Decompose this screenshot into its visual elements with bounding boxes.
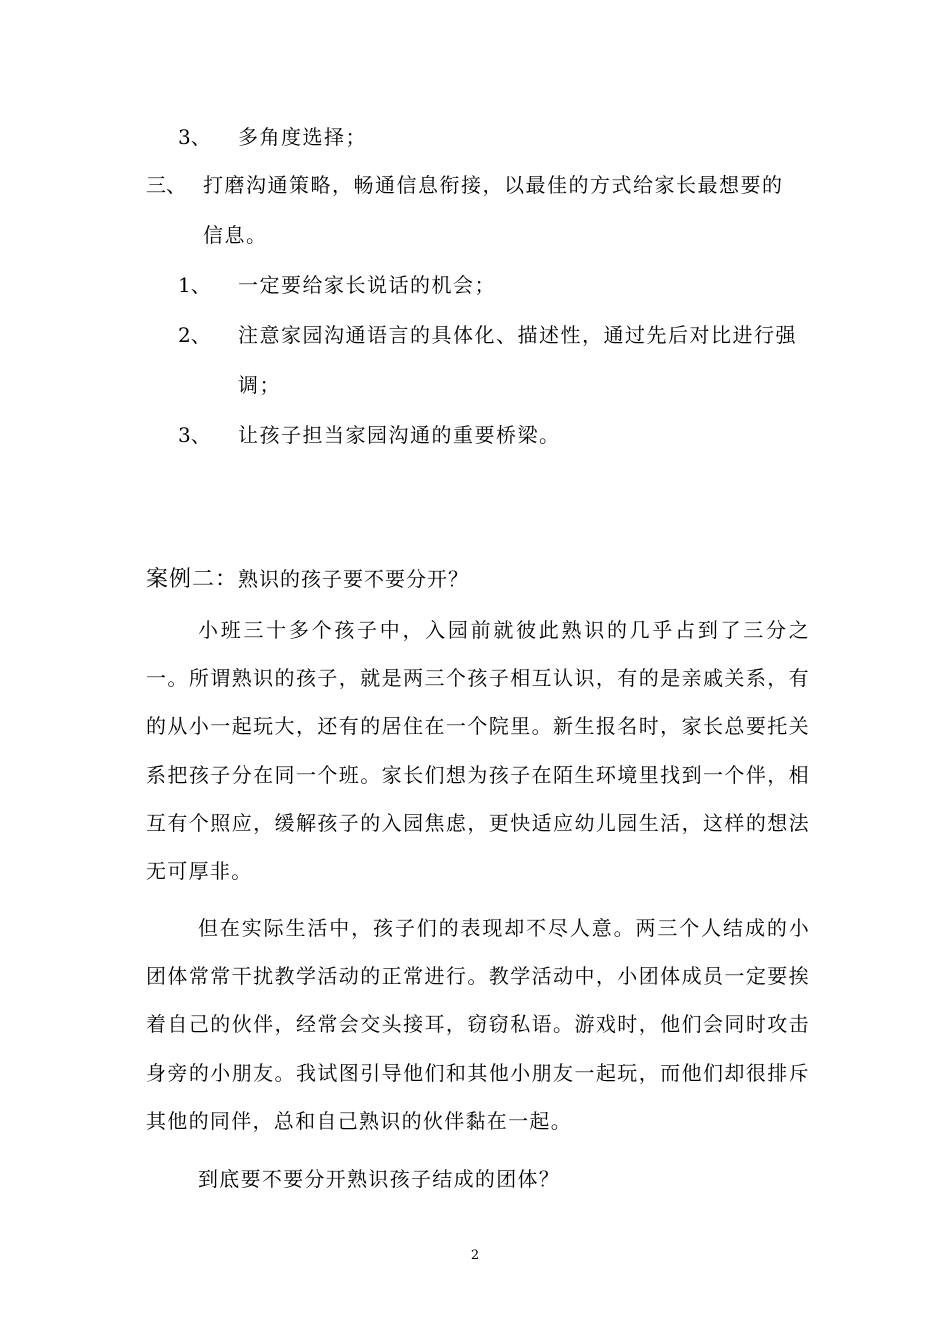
page-number: 2 xyxy=(470,1248,480,1263)
section-heading-line2: 信息。 xyxy=(203,223,268,247)
list-item-text: 一定要给家长说话的机会； xyxy=(238,273,496,297)
list-item-text: 让孩子担当家园沟通的重要桥梁。 xyxy=(238,423,561,447)
case-heading-title: 熟识的孩子要不要分开？ xyxy=(238,567,470,591)
list-item-text: 多角度选择； xyxy=(238,125,367,149)
paragraph: 到底要不要分开熟识孩子结成的团体？ xyxy=(198,1167,561,1191)
section-number: 三、 xyxy=(146,173,186,197)
case-heading xyxy=(146,562,469,597)
list-number: 1、 xyxy=(178,273,211,297)
paragraph: 小班三十多个孩子中，入园前就彼此熟识的几乎占到了三分之一。所谓熟识的孩子，就是两三个孩子相互认识，有的是亲戚关系，有的从小一起玩大，还有的居住在一个院里。新生报名时，家长总要托关系把孩子分在同一个班。家长们想为孩子在陌生环境里找到一个伴，相互有个照应，缓解孩子的入园焦虑，更快适应幼儿园生活，这样的想法无可厚非。 xyxy=(146,618,810,884)
list-item-text-continued: 调； xyxy=(238,373,281,397)
list-number: 3、 xyxy=(178,423,211,447)
section-heading-line1: 打磨沟通策略，畅通信息衔接，以最佳的方式给家长最想要的 xyxy=(203,173,784,197)
list-number: 3、 xyxy=(178,125,211,149)
list-number: 2、 xyxy=(178,323,211,347)
paragraph: 但在实际生活中，孩子们的表现却不尽人意。两三个人结成的小团体常常干扰教学活动的正常进行。教学活动中，小团体成员一定要挨着自己的伙伴，经常会交头接耳，窃窃私语。游戏时，他们会同时攻击身旁的小朋友。我试图引导他们和其他小朋友一起玩，而他们却很排斥其他的同伴，总和自己熟识的伙伴黏在一起。 xyxy=(146,916,810,1133)
case-heading-label: 案例二： xyxy=(146,567,239,592)
list-item-text: 注意家园沟通语言的具体化、描述性，通过先后对比进行强 xyxy=(238,323,797,347)
